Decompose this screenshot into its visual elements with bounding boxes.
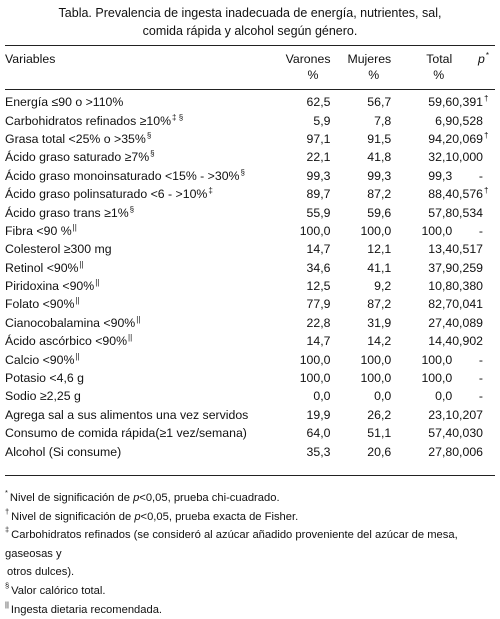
row-label-mark: ||: [136, 314, 141, 324]
table-row: [5, 203, 495, 221]
unit-mujeres: %: [368, 68, 380, 82]
row-label: Grasa total <25% o >35%§: [5, 130, 152, 146]
table-row: [5, 295, 495, 313]
cell-total: 57,4: [428, 426, 453, 441]
table-row: [5, 222, 495, 240]
cell-total: 32,1: [428, 150, 453, 165]
cell-mujeres: 100,0: [360, 371, 392, 386]
table-row: [5, 406, 495, 424]
cell-p-value: 0,259: [452, 260, 483, 275]
cell-p-value: 0,380: [452, 279, 483, 294]
col-header-p: p*: [478, 51, 489, 66]
cell-mujeres: 56,7: [367, 95, 392, 110]
cell-total: 100,0: [421, 352, 453, 367]
table-row: [5, 148, 495, 166]
cell-mujeres: 91,5: [367, 131, 392, 146]
cell-total: 0,0: [435, 389, 453, 404]
cell-varones: 77,9: [306, 297, 331, 312]
table-row: [5, 93, 495, 111]
col-header-variables: Variables: [5, 52, 56, 66]
cell-varones: 100,0: [299, 223, 331, 238]
table-row: [5, 185, 495, 203]
row-label: Colesterol ≥300 mg: [5, 242, 112, 257]
cell-p-value: 0,030: [452, 426, 483, 441]
footnote: || Ingesta dietaria recomendada.: [5, 599, 163, 616]
cell-total: 88,4: [428, 187, 453, 202]
footnote: * Nivel de significación de p<0,05, prueba chi-cuadrado.: [5, 488, 280, 504]
header-row-1: [5, 51, 495, 67]
cell-total: 13,4: [428, 242, 453, 257]
row-label: Ácido graso trans ≥1%§: [5, 204, 135, 220]
row-label-mark: ||: [95, 278, 100, 288]
cell-mujeres: 51,1: [367, 426, 392, 441]
cell-mujeres: 12,1: [367, 242, 392, 257]
cell-mujeres: 87,2: [367, 297, 392, 312]
cell-varones: 22,1: [306, 150, 331, 165]
row-label: Potasio <4,6 g: [5, 371, 84, 386]
cell-mujeres: 9,2: [374, 279, 392, 294]
cell-total: 100,0: [421, 223, 453, 238]
cell-mujeres: 7,8: [374, 113, 392, 128]
row-label-mark: ||: [72, 222, 77, 232]
cell-p-value: 0,391†: [452, 94, 489, 110]
row-label-mark: ||: [75, 351, 80, 361]
footnote-mark: ||: [5, 599, 9, 609]
footnote-mark: §: [5, 580, 10, 590]
cell-total: 59,6: [428, 95, 453, 110]
cell-total: 99,3: [428, 168, 453, 183]
cell-p-value: -: [478, 223, 483, 238]
cell-p-value: -: [478, 371, 483, 386]
row-label: Alcohol (Si consume): [5, 444, 122, 459]
row-label: Cianocobalamina <90%||: [5, 314, 141, 330]
cell-p-value: 0,528: [452, 113, 483, 128]
footnote: † Nivel de significación de p<0,05, prueba exacta de Fisher.: [5, 506, 299, 523]
table-row: [5, 111, 495, 129]
cell-total: 23,1: [428, 407, 453, 422]
table-row: [5, 332, 495, 350]
table-row: [5, 130, 495, 148]
cell-mujeres: 31,9: [367, 315, 392, 330]
row-label-mark: ||: [128, 333, 133, 343]
cell-total: 57,8: [428, 205, 453, 220]
cell-mujeres: 100,0: [360, 352, 392, 367]
row-label: Energía ≤90 o >110%: [5, 95, 124, 110]
cell-varones: 22,8: [306, 315, 331, 330]
cell-mujeres: 26,2: [367, 407, 392, 422]
cell-mujeres: 87,2: [367, 187, 392, 202]
cell-total: 14,4: [428, 334, 453, 349]
cell-mujeres: 14,2: [367, 334, 392, 349]
cell-p-value: -: [478, 352, 483, 367]
row-label: Fibra <90 %||: [5, 222, 77, 238]
cell-varones: 64,0: [306, 426, 331, 441]
cell-varones: 100,0: [299, 352, 331, 367]
row-label-mark: §: [146, 130, 152, 140]
top-rule: [5, 45, 495, 46]
table-row: [5, 387, 495, 405]
row-label-mark: ||: [79, 259, 84, 269]
row-label: Consumo de comida rápida(≥1 vez/semana): [5, 426, 247, 441]
cell-p-value: 0,902: [452, 334, 483, 349]
cell-varones: 0,0: [313, 389, 331, 404]
row-label: Retinol <90%||: [5, 259, 84, 275]
cell-varones: 35,3: [306, 444, 331, 459]
row-label: Calcio <90%||: [5, 351, 80, 367]
cell-total: 10,8: [428, 279, 453, 294]
cell-p-value: 0,576†: [452, 186, 489, 202]
cell-varones: 19,9: [306, 407, 331, 422]
cell-p-value: 0,089: [452, 315, 483, 330]
table-row: [5, 424, 495, 442]
row-label: Ácido graso monoinsaturado <15% - >30%§: [5, 167, 245, 183]
footnote-mark: ‡: [5, 525, 10, 535]
cell-mujeres: 0,0: [374, 389, 392, 404]
data-table: [5, 51, 495, 461]
footnote-mark: †: [5, 506, 10, 516]
cell-mujeres: 20,6: [367, 444, 392, 459]
cell-p-value: -: [478, 168, 483, 183]
table-title: [0, 0, 500, 40]
col-header-mujeres: Mujeres: [347, 52, 392, 66]
table-row: [5, 314, 495, 332]
table-row: [5, 167, 495, 185]
cell-total: 27,4: [428, 315, 453, 330]
row-label: Folato <90%||: [5, 296, 80, 312]
footnotes: [5, 489, 495, 619]
cell-varones: 55,9: [306, 205, 331, 220]
cell-mujeres: 41,8: [367, 150, 392, 165]
cell-p-value: 0,006: [452, 444, 483, 459]
footnote: otros dulces).: [7, 566, 75, 579]
header-row-2: [5, 67, 495, 83]
cell-p-value: 0,000: [452, 150, 483, 165]
table-row: [5, 369, 495, 387]
cell-p-value: -: [478, 389, 483, 404]
cell-varones: 62,5: [306, 95, 331, 110]
footnote: § Valor calórico total.: [5, 580, 106, 597]
cell-mujeres: 100,0: [360, 223, 392, 238]
cell-varones: 5,9: [313, 113, 331, 128]
cell-varones: 97,1: [306, 131, 331, 146]
cell-varones: 34,6: [306, 260, 331, 275]
table-row: [5, 442, 495, 460]
row-label: Carbohidratos refinados ≥10%‡ §: [5, 112, 184, 128]
col-header-varones: Varones: [285, 52, 331, 66]
cell-varones: 14,7: [306, 334, 331, 349]
cell-varones: 100,0: [299, 371, 331, 386]
row-label-mark: ‡ §: [172, 112, 184, 122]
cell-varones: 12,5: [306, 279, 331, 294]
row-label-mark: §: [240, 167, 245, 177]
cell-mujeres: 59,6: [367, 205, 392, 220]
cell-p-value: 0,207: [452, 407, 483, 422]
row-label-mark: ‡: [208, 186, 213, 196]
row-label: Ácido ascórbico <90%||: [5, 333, 133, 349]
unit-total: %: [433, 68, 445, 82]
table-row: [5, 259, 495, 277]
cell-total: 82,7: [428, 297, 453, 312]
cell-total: 94,2: [428, 131, 453, 146]
row-label: Agrega sal a sus alimentos una vez servidos: [5, 407, 249, 422]
cell-mujeres: 41,1: [367, 260, 392, 275]
footnote-mark: *: [5, 488, 8, 497]
cell-varones: 89,7: [306, 187, 331, 202]
cell-p-value: 0,069†: [452, 130, 489, 146]
cell-total: 27,8: [428, 444, 453, 459]
cell-varones: 14,7: [306, 242, 331, 257]
table-row: [5, 350, 495, 368]
col-header-total: Total: [426, 52, 453, 66]
cell-p-value: 0,534: [452, 205, 483, 220]
table-row: [5, 277, 495, 295]
row-label-mark: ||: [75, 296, 80, 306]
row-label-mark: §: [129, 204, 135, 214]
row-label: Sodio ≥2,25 g: [5, 389, 81, 404]
cell-total: 37,9: [428, 260, 453, 275]
unit-varones: %: [307, 68, 319, 82]
cell-mujeres: 99,3: [367, 168, 392, 183]
table-row: [5, 240, 495, 258]
cell-p-value: 0,041: [452, 297, 483, 312]
cell-p-value: 0,517: [452, 242, 483, 257]
footnote: ‡ Carbohidratos refinados (se consideró al azúcar añadido proveniente del azúcar de mesa, gaseosas y: [5, 525, 458, 560]
row-label: Piridoxina <90%||: [5, 278, 100, 294]
row-label-mark: §: [150, 149, 155, 159]
title-line-2: comida rápida y alcohol según género.: [142, 24, 358, 38]
row-label: Ácido graso saturado ≥7%§: [5, 149, 155, 165]
row-label: Ácido graso polinsaturado <6 - >10%‡: [5, 186, 213, 202]
cell-varones: 99,3: [306, 168, 331, 183]
bottom-rule: [5, 475, 495, 476]
cell-total: 6,9: [435, 113, 453, 128]
cell-total: 100,0: [421, 371, 453, 386]
title-line-1: Tabla. Prevalencia de ingesta inadecuada de energía, nutrientes, sal,: [58, 6, 442, 20]
